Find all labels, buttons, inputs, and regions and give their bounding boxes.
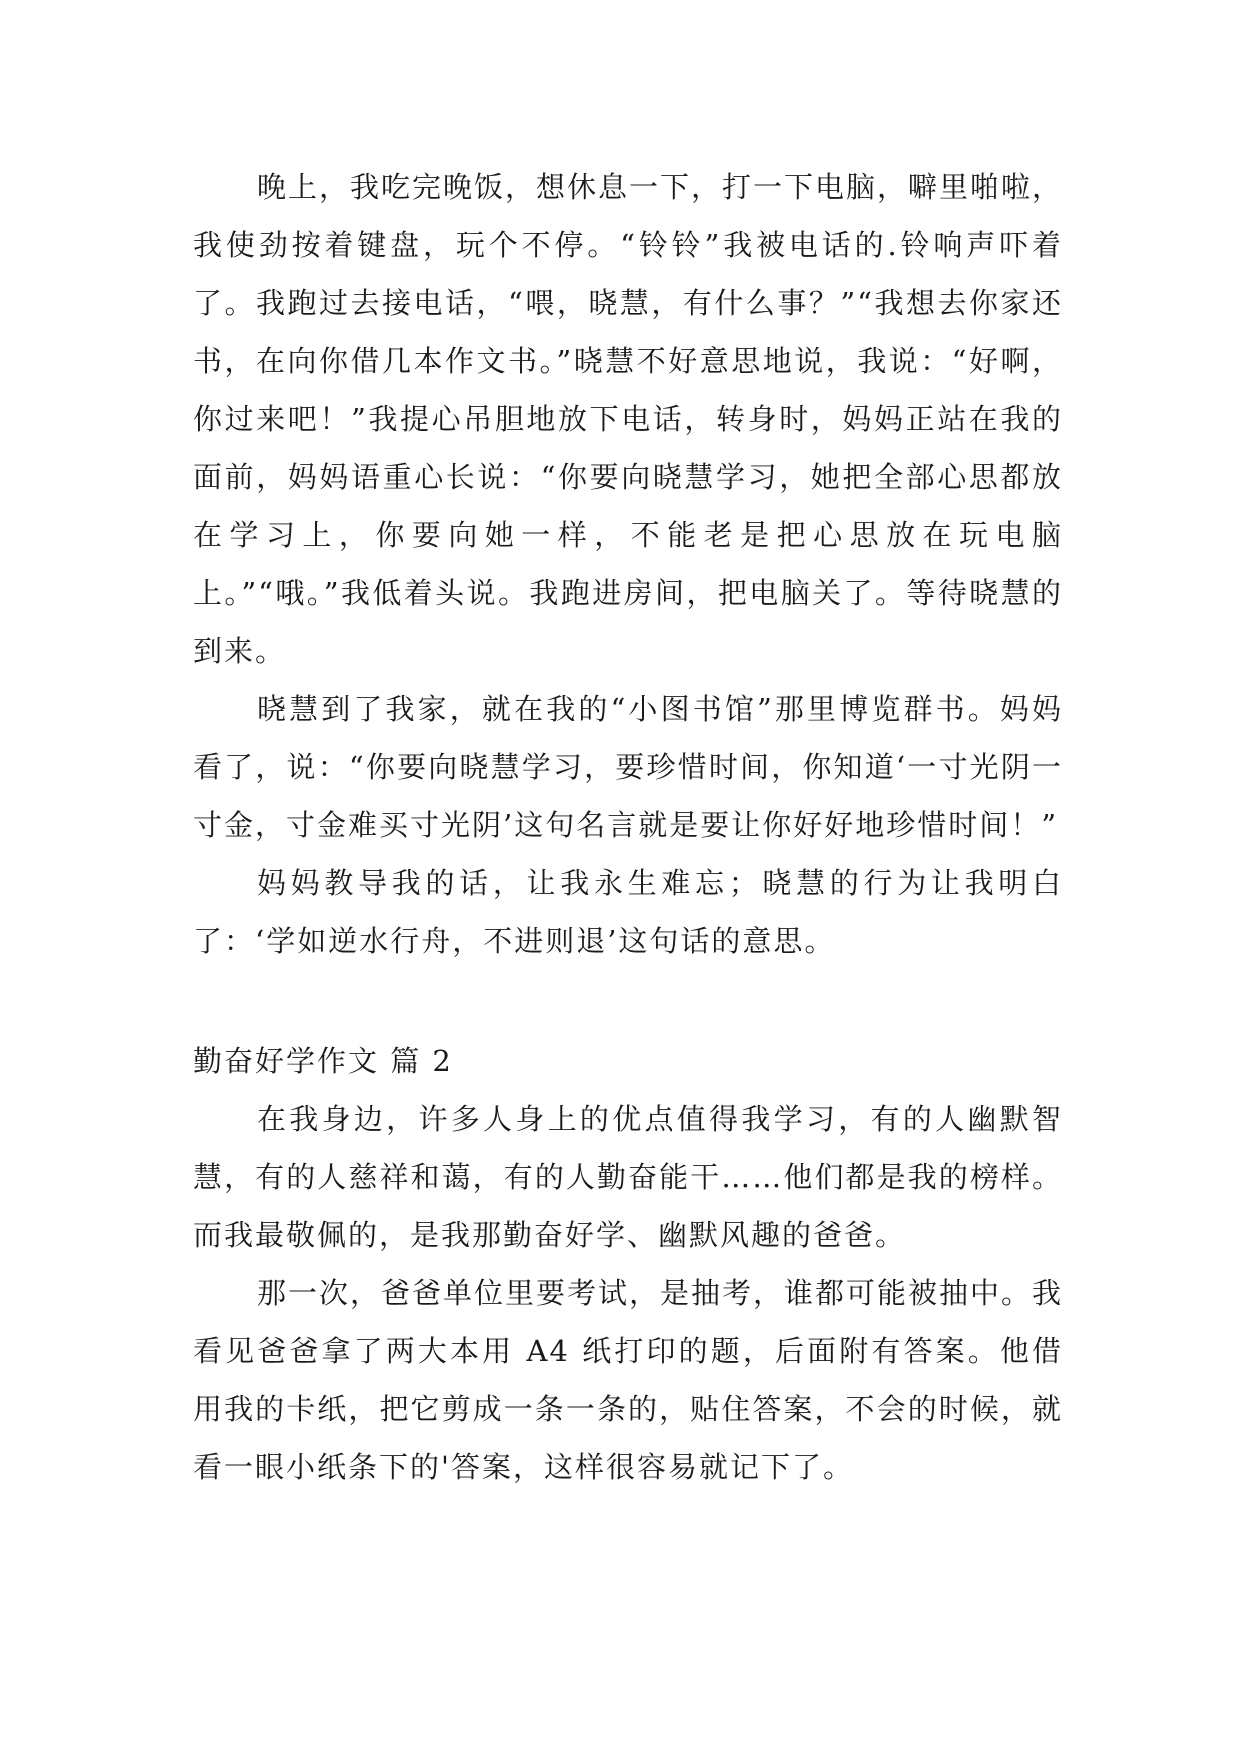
paragraph-father-exam: 那一次，爸爸单位里要考试，是抽考，谁都可能被抽中。我看见爸爸拿了两大本用 A4 纸打印的题，后面附有答案。他借用我的卡纸，把它剪成一条一条的，贴住答案，不会的时候，就看一眼小纸条下的'答案，这样很容易就记下了。: [193, 1276, 1064, 1484]
document-body: [193, 158, 1063, 1496]
paragraph-evening-computer: 晚上，我吃完晚饭，想休息一下，打一下电脑，噼里啪啦，我使劲按着键盘，玩个不停。“铃铃”我被电话的.铃响声吓着了。我跑过去接电话，“喂，晓慧，有什么事？”“我想去你家还书，在向你借几本作文书。”晓慧不好意思地说，我说：“好啊，你过来吧！”我提心吊胆地放下电话，转身时，妈妈正站在我的面前，妈妈语重心长说：“你要向晓慧学习，她把全部心思都放在学习上，你要向她一样，不能老是把心思放在玩电脑上。”“哦。”我低着头说。我跑进房间，把电脑关了。等待晓慧的到来。: [193, 170, 1064, 668]
paragraph-lesson-learned: 妈妈教导我的话，让我永生难忘；晓慧的行为让我明白了：‘学如逆水行舟，不进则退’这句话的意思。: [193, 866, 1063, 958]
paragraph-xiaohui-visit: 晓慧到了我家，就在我的“小图书馆”那里博览群书。妈妈看了，说：“你要向晓慧学习，要珍惜时间，你知道‘一寸光阴一寸金，寸金难买寸光阴’这句名言就是要让你好好地珍惜时间！”: [193, 692, 1063, 842]
section-title: 勤奋好学作文 篇 2: [193, 1044, 453, 1078]
paragraph-role-models: 在我身边，许多人身上的优点值得我学习，有的人幽默智慧，有的人慈祥和蔼，有的人勤奋能干……他们都是我的榜样。而我最敬佩的，是我那勤奋好学、幽默风趣的爸爸。: [193, 1102, 1063, 1252]
